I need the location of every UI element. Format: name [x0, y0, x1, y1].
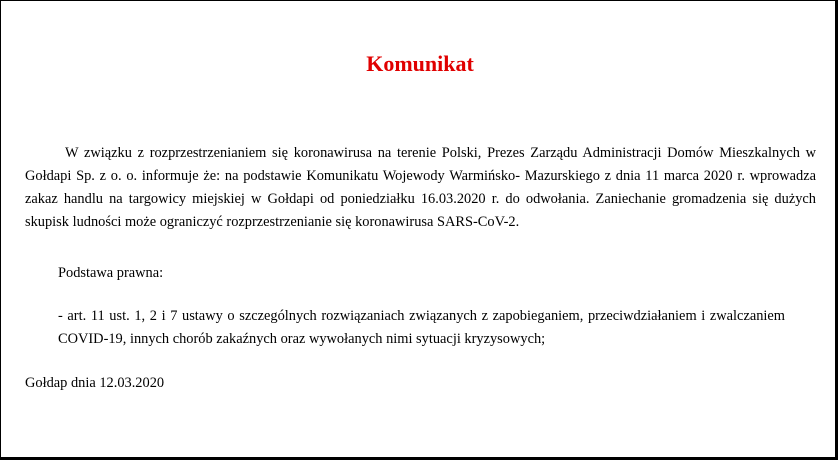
announcement-title: Komunikat — [366, 51, 474, 76]
legal-basis-item: - art. 11 ust. 1, 2 i 7 ustawy o szczególnych rozwiązaniach związanych z zapobieganiem, przeciwdziałaniem i zwalczaniem COVID-19, innych chorób zakaźnych oraz wywołanych nimi sytuacji kryzysowych; — [58, 308, 785, 347]
announcement-body: W związku z rozprzestrzenianiem się koronawirusa na terenie Polski, Prezes Zarządu Administracji Domów Mieszkalnych w Gołdapi Sp. z o. o. informuje że: na podstawie Komunikatu Wojewody Warmińsko- Mazurskiego z dnia 11 marca 2020 r. wprowadza zakaz handlu na targowicy miejskiej w Gołdapi od poniedziałku 16.03.2020 r. do odwołania. Zaniechanie gromadzenia się dużych skupisk ludności może ograniczyć rozprzestrzenianie się koronawirusa SARS-CoV-2. — [25, 145, 816, 230]
legal-basis-label: Podstawa prawna: — [58, 265, 164, 281]
place-and-date: Gołdap dnia 12.03.2020 — [25, 375, 165, 391]
